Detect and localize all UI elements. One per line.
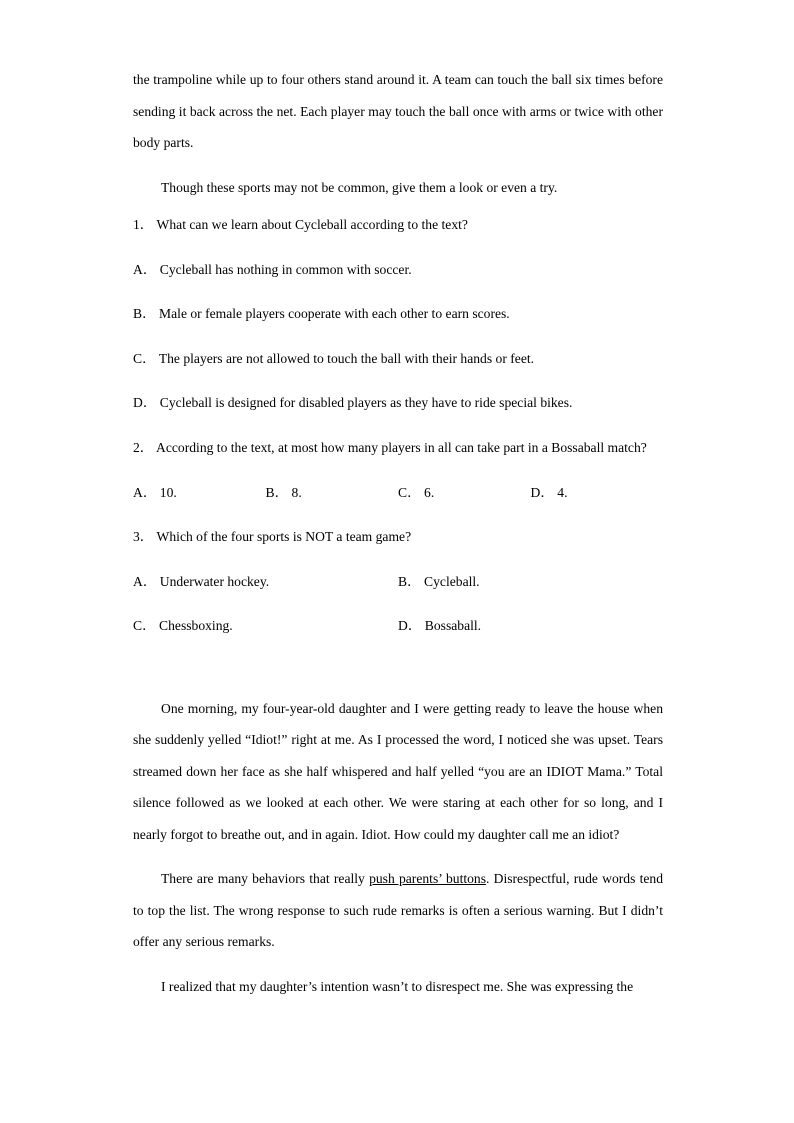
passage1-continued: the trampoline while up to four others stand around it. A team can touch the ball six times before sending it back across the net. Each player may touch the ball once with arms or twice with other body parts. xyxy=(133,72,663,150)
question-2 xyxy=(133,426,663,515)
question-3-option-c: C． Chessboxing. xyxy=(133,618,233,634)
question-3 xyxy=(133,515,663,649)
passage1-closing: Though these sports may not be common, give them a look or even a try. xyxy=(161,179,558,195)
question-1 xyxy=(133,203,663,426)
question-3-option-a: A． Underwater hockey. xyxy=(133,573,270,589)
question-2-option-b: B． 8. xyxy=(265,484,302,500)
question-3-stem: 3． Which of the four sports is NOT a team game? xyxy=(133,529,412,545)
question-1-stem: 1． What can we learn about Cycleball according to the text? xyxy=(133,217,468,232)
question-2-option-d: D． 4. xyxy=(530,484,568,500)
passage2-paragraph-2 xyxy=(133,863,663,958)
question-1-option-c: C． The players are not allowed to touch the ball with their hands or feet. xyxy=(133,350,535,366)
passage2-paragraph-1: One morning, my four-year-old daughter and I were getting ready to leave the house when she suddenly yelled “Idiot!” right at me. As I processed the word, I noticed she was upset. Tears streamed down her face as she half whispered and half yelled “you are an IDIOT Mama.” Total silence followed as we looked at each other. We were staring at each other for so long, and I nearly forgot to breathe out, and in again. Idiot. How could my daughter call me an idiot? xyxy=(133,700,663,842)
p2-text-before: There are many behaviors that really xyxy=(161,871,370,887)
question-2-options xyxy=(133,471,663,516)
underlined-phrase: push parents’ buttons xyxy=(369,871,487,887)
question-3-option-d: D． Bossaball. xyxy=(398,618,482,634)
section-gap xyxy=(133,649,663,693)
question-1-option-d: D． Cycleball is designed for disabled players as they have to ride special bikes. xyxy=(133,395,573,411)
question-3-options-row1 xyxy=(133,560,663,605)
p2-text-after: . Disrespectful, rude words tend to top the list. The wrong response to such rude remarks is often a serious warning. But I didn’t offer any serious remarks. xyxy=(133,871,664,950)
question-3-option-b: B． Cycleball. xyxy=(398,573,480,589)
question-2-stem: 2． According to the text, at most how many players in all can take part in a Bossaball match? xyxy=(133,439,647,455)
question-2-option-c: C． 6. xyxy=(398,484,435,500)
question-1-option-a: A． Cycleball has nothing in common with soccer. xyxy=(133,261,412,277)
question-3-options-row2 xyxy=(133,604,663,649)
page-content xyxy=(133,64,663,1002)
passage2-paragraph-3: I realized that my daughter’s intention wasn’t to disrespect me. She was expressing the xyxy=(161,978,634,994)
question-1-option-b: B． Male or female players cooperate with each other to earn scores. xyxy=(133,306,510,322)
question-2-option-a: A． 10. xyxy=(133,484,177,500)
